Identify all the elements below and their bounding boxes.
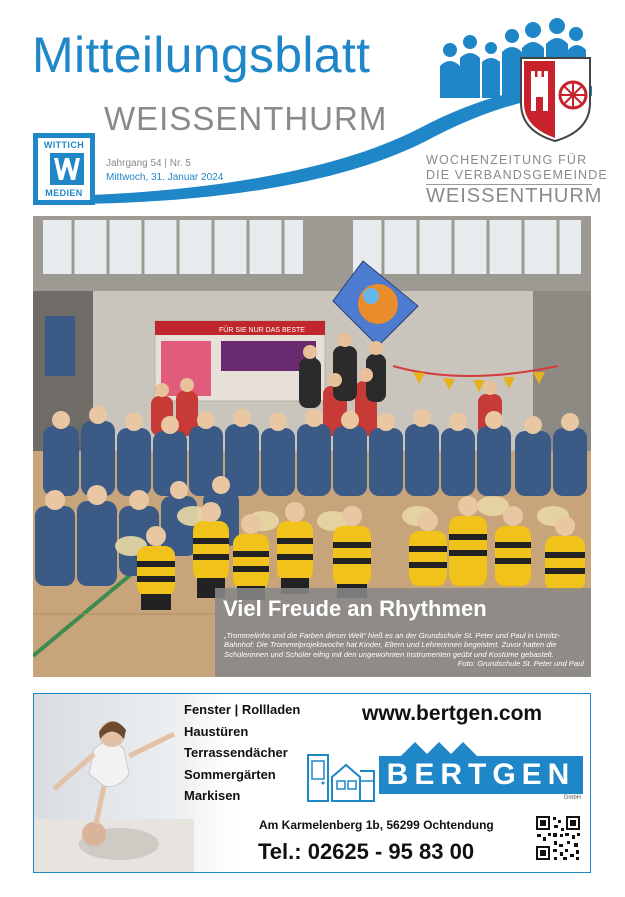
cover-caption-text: [224, 631, 584, 669]
ad-address: Am Karmelenberg 1b, 56299 Ochtendung: [259, 818, 494, 832]
masthead: [0, 0, 625, 215]
w-logo-icon: [50, 153, 84, 185]
publisher-name-top: WITTICH: [43, 140, 85, 150]
bertgen-brand-name: BERTGEN: [386, 758, 576, 791]
weekly-line-2: DIE VERBANDSGEMEINDE: [426, 168, 592, 185]
newspaper-title: Mitteilungsblatt: [32, 27, 371, 83]
town-title: WEISSENTHURM: [104, 100, 388, 137]
cover-caption: [215, 588, 591, 677]
publisher-logo: [33, 133, 95, 205]
cover-photo: [33, 216, 591, 677]
ad-product-item: Fenster | Rollladen: [184, 702, 301, 717]
ad-product-item: Terrassendächer: [184, 745, 288, 760]
bertgen-logo: [379, 742, 583, 806]
photo-credit: Foto: Grundschule St. Peter und Paul: [457, 659, 584, 669]
issue-date: Mittwoch, 31. Januar 2024: [106, 172, 224, 183]
door-window-house-icon: [306, 751, 376, 803]
coat-of-arms-icon: [518, 55, 593, 143]
ad-website-link[interactable]: www.bertgen.com: [362, 702, 543, 725]
ad-product-item: Sommergärten: [184, 766, 276, 782]
bertgen-advertisement[interactable]: [33, 693, 591, 873]
ad-product-item: Haustüren: [184, 723, 249, 739]
publisher-name-bottom: MEDIEN: [45, 188, 83, 198]
bertgen-legal-form: GmbH: [563, 795, 581, 801]
ad-product-item: Markisen: [184, 788, 241, 803]
roofline-icon: [379, 742, 583, 756]
weekly-line-1: WOCHENZEITUNG FÜR: [426, 153, 588, 167]
cover-headline: Viel Freude an Rhythmen: [223, 596, 487, 621]
weekly-line-3: WEISSENTHURM: [426, 185, 603, 207]
qr-code-icon[interactable]: [534, 814, 582, 862]
ad-product-list: [184, 699, 300, 807]
caption-body-text: „Trommelinho und die Farben dieser Welt“ hieß es an der Grundschule St. Peter und Paul in Urmitz-Bahnhof: Die Trommelprojektwoche hat Kinder, Eltern und Lehrerinnen begeistert. Zuvor hatten die Schülerinnen und Schüler eifrig mit den ungewohnten Instrumenten geübt und Kostüme gebastelt.: [224, 631, 561, 659]
scene-banner-text: FÜR SIE NUR DAS BESTE: [219, 327, 305, 334]
ad-phone-number[interactable]: Tel.: 02625 - 95 83 00: [258, 839, 475, 864]
weekly-subtitle: [426, 153, 608, 207]
issue-number: Jahrgang 54 | Nr. 5: [106, 158, 191, 169]
bertgen-logo-box: [379, 756, 583, 794]
